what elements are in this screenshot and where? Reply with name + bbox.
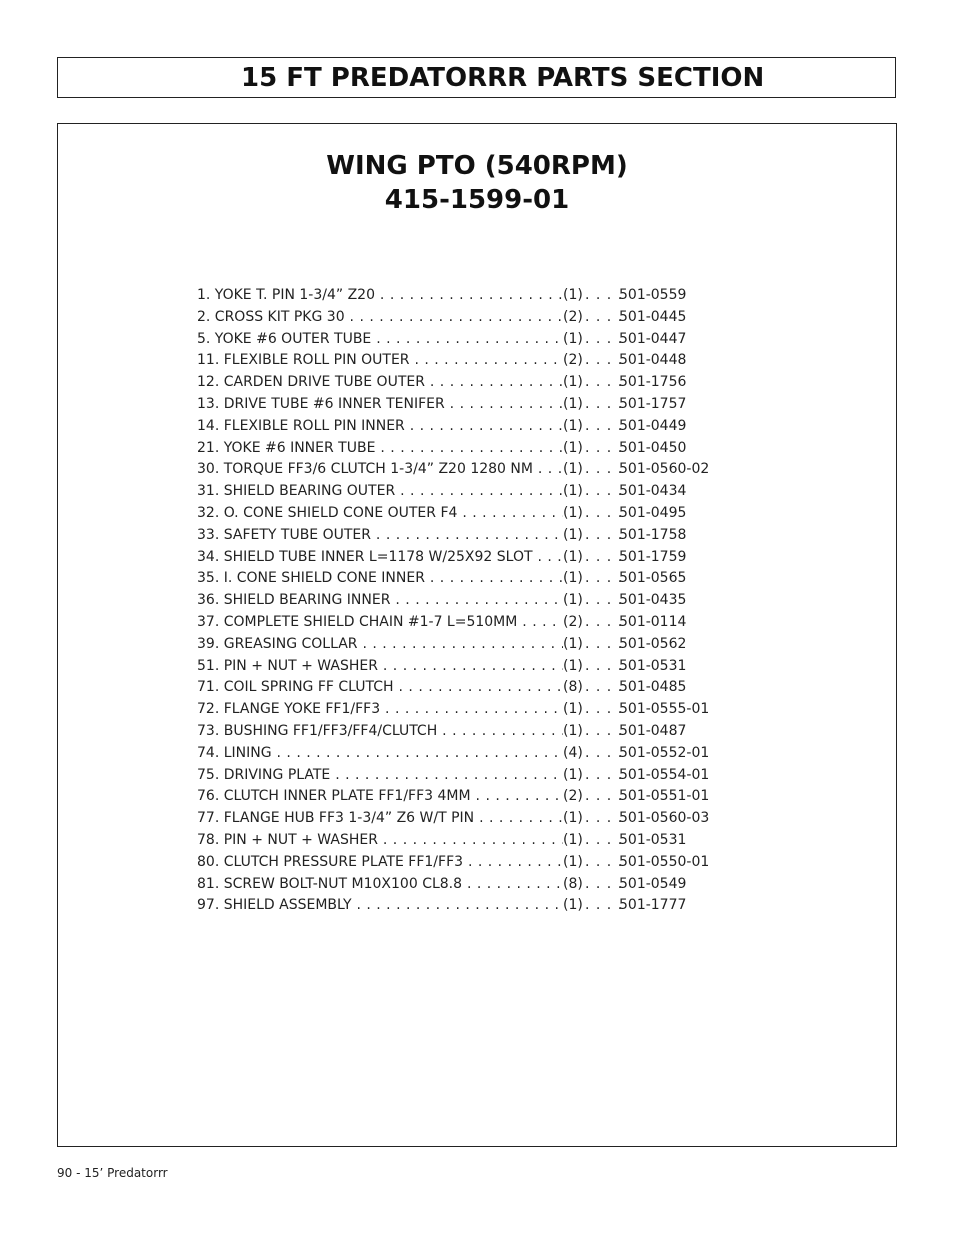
part-separator: . . . . [585,613,624,630]
part-number: 501-0552-01 [619,744,710,761]
part-description: 30. TORQUE FF3/6 CLUTCH 1-3/4” Z20 1280 NM . . . [197,459,563,481]
part-quantity: (1) [563,853,583,870]
parts-list-item [197,743,757,765]
part-separator: . . . . [585,853,624,870]
part-number: 501-0560-02 [619,461,710,478]
part-number: 501-0531 [619,657,687,674]
part-description: 13. DRIVE TUBE #6 INNER TENIFER . . . [197,394,563,416]
part-description: 5. YOKE #6 OUTER TUBE . . . [197,329,563,351]
part-number: 501-0559 [619,287,687,303]
part-quantity: (8) [563,875,583,892]
part-description: 33. SAFETY TUBE OUTER . . . [197,525,563,547]
parts-list-item [197,459,757,481]
part-separator: . . . . [585,504,624,521]
parts-list-item [197,656,757,678]
part-quantity: (1) [563,439,583,456]
part-separator: . . . . [585,417,624,434]
parts-list-item [197,830,757,852]
part-separator: . . . . [585,330,624,347]
part-number: 501-0449 [619,417,687,434]
part-description: 72. FLANGE YOKE FF1/FF3 . . . [197,699,563,721]
part-separator: . . . . [585,439,624,456]
part-quantity: (1) [563,483,583,500]
assembly-name: WING PTO (540RPM) [326,151,628,181]
parts-list-item [197,786,757,808]
parts-list [197,285,757,917]
part-quantity: (1) [563,504,583,521]
part-description: 74. LINING . . . [197,743,563,765]
parts-list-item [197,372,757,394]
parts-list-item [197,852,757,874]
part-description: 2. CROSS KIT PKG 30 . . . [197,307,563,329]
part-quantity: (8) [563,679,583,696]
part-description: 76. CLUTCH INNER PLATE FF1/FF3 4MM . . . [197,786,563,808]
parts-panel [57,123,897,1147]
part-number: 501-1757 [619,395,687,412]
parts-list-item [197,699,757,721]
part-description: 35. I. CONE SHIELD CONE INNER . . . [197,568,563,590]
parts-list-item [197,394,757,416]
part-quantity: (1) [563,330,583,347]
part-description: 77. FLANGE HUB FF3 1-3/4” Z6 W/T PIN . . . [197,808,563,830]
part-quantity: (1) [563,722,583,739]
part-number: 501-0485 [619,679,687,696]
parts-list-item [197,547,757,569]
part-number: 501-0450 [619,439,687,456]
part-quantity: (2) [563,308,583,325]
part-separator: . . . . [585,374,624,391]
part-number: 501-0562 [619,635,687,652]
part-number: 501-0495 [619,504,687,521]
part-description: 32. O. CONE SHIELD CONE OUTER F4 . . . [197,503,563,525]
parts-list-item [197,481,757,503]
part-quantity: (1) [563,374,583,391]
part-number: 501-0560-03 [619,810,710,827]
section-header [57,57,896,98]
part-quantity: (1) [563,897,583,914]
part-separator: . . . . [585,701,624,718]
part-separator: . . . . [585,831,624,848]
part-separator: . . . . [585,679,624,696]
parts-list-item [197,721,757,743]
part-quantity: (1) [563,287,583,303]
part-separator: . . . . [585,810,624,827]
part-separator: . . . . [585,287,624,303]
parts-list-item [197,285,757,307]
parts-list-item [197,808,757,830]
part-number: 501-0565 [619,570,687,587]
part-number: 501-0554-01 [619,766,710,783]
part-separator: . . . . [585,548,624,565]
part-number: 501-0447 [619,330,687,347]
part-description: 36. SHIELD BEARING INNER . . . [197,590,563,612]
part-description: 21. YOKE #6 INNER TUBE . . . [197,438,563,460]
part-number: 501-0487 [619,722,687,739]
parts-list-item [197,416,757,438]
part-number: 501-0435 [619,592,687,609]
part-quantity: (1) [563,548,583,565]
part-number: 501-0551-01 [619,788,710,805]
part-quantity: (1) [563,766,583,783]
part-quantity: (4) [563,744,583,761]
part-description: 97. SHIELD ASSEMBLY . . . [197,895,563,917]
part-quantity: (2) [563,613,583,630]
part-number: 501-1759 [619,548,687,565]
section-title: 15 FT PREDATORRR PARTS SECTION [241,63,765,93]
part-description: 51. PIN + NUT + WASHER . . . [197,656,563,678]
part-number: 501-1756 [619,374,687,391]
part-description: 11. FLEXIBLE ROLL PIN OUTER . . . [197,350,563,372]
part-quantity: (1) [563,395,583,412]
part-number: 501-0555-01 [619,701,710,718]
part-description: 14. FLEXIBLE ROLL PIN INNER . . . [197,416,563,438]
part-separator: . . . . [585,395,624,412]
part-separator: . . . . [585,744,624,761]
parts-list-item [197,590,757,612]
part-number: 501-0114 [619,613,687,630]
part-separator: . . . . [585,352,624,369]
part-number: 501-1777 [619,897,687,914]
part-number: 501-0434 [619,483,687,500]
assembly-part-number: 415-1599-01 [384,185,570,215]
part-separator: . . . . [585,461,624,478]
assembly-title [58,149,896,217]
part-number: 501-1758 [619,526,687,543]
part-separator: . . . . [585,788,624,805]
part-separator: . . . . [585,526,624,543]
part-description: 37. COMPLETE SHIELD CHAIN #1-7 L=510MM . . . [197,612,563,634]
parts-list-item [197,350,757,372]
part-separator: . . . . [585,657,624,674]
parts-list-item [197,307,757,329]
part-quantity: (2) [563,352,583,369]
part-number: 501-0550-01 [619,853,710,870]
part-separator: . . . . [585,592,624,609]
part-quantity: (1) [563,570,583,587]
part-separator: . . . . [585,897,624,914]
part-quantity: (1) [563,657,583,674]
part-description: 73. BUSHING FF1/FF3/FF4/CLUTCH . . . [197,721,563,743]
page-footer: 90 - 15’ Predatorrr [57,1166,168,1180]
part-number: 501-0448 [619,352,687,369]
part-number: 501-0531 [619,831,687,848]
part-separator: . . . . [585,875,624,892]
part-description: 1. YOKE T. PIN 1-3/4” Z20 . . . [197,285,563,307]
part-description: 71. COIL SPRING FF CLUTCH . . . [197,677,563,699]
part-description: 75. DRIVING PLATE . . . [197,765,563,787]
parts-list-item [197,895,757,917]
part-description: 81. SCREW BOLT-NUT M10X100 CL8.8 . . . [197,874,563,896]
parts-list-item [197,438,757,460]
part-number: 501-0549 [619,875,687,892]
parts-list-item [197,525,757,547]
part-separator: . . . . [585,483,624,500]
part-quantity: (1) [563,592,583,609]
parts-list-item [197,568,757,590]
part-description: 80. CLUTCH PRESSURE PLATE FF1/FF3 . . . [197,852,563,874]
part-description: 31. SHIELD BEARING OUTER . . . [197,481,563,503]
part-description: 39. GREASING COLLAR . . . [197,634,563,656]
part-quantity: (1) [563,526,583,543]
parts-list-item [197,874,757,896]
part-quantity: (1) [563,701,583,718]
part-separator: . . . . [585,766,624,783]
part-quantity: (1) [563,831,583,848]
part-separator: . . . . [585,722,624,739]
part-quantity: (1) [563,635,583,652]
part-quantity: (1) [563,417,583,434]
part-description: 12. CARDEN DRIVE TUBE OUTER . . . [197,372,563,394]
parts-list-item [197,634,757,656]
parts-list-item [197,612,757,634]
part-separator: . . . . [585,308,624,325]
parts-list-item [197,765,757,787]
parts-list-item [197,503,757,525]
parts-list-item [197,329,757,351]
parts-list-item [197,677,757,699]
part-number: 501-0445 [619,308,687,325]
part-quantity: (1) [563,461,583,478]
part-description: 78. PIN + NUT + WASHER . . . [197,830,563,852]
part-separator: . . . . [585,570,624,587]
part-description: 34. SHIELD TUBE INNER L=1178 W/25X92 SLOT . . . [197,547,563,569]
part-quantity: (2) [563,788,583,805]
part-quantity: (1) [563,810,583,827]
part-separator: . . . . [585,635,624,652]
